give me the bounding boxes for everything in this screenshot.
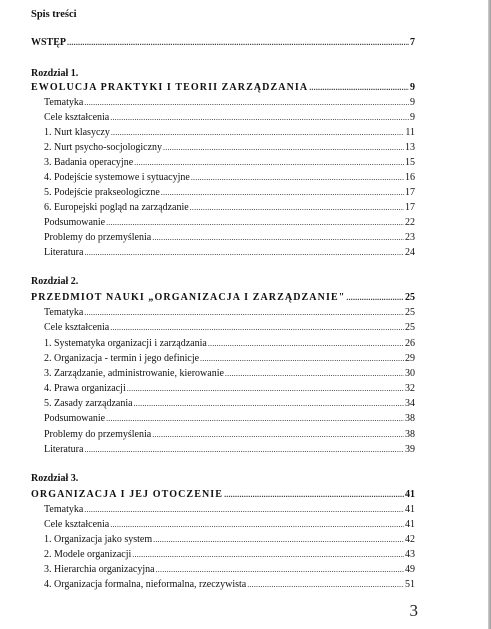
toc-entry-page: 23 bbox=[405, 232, 415, 243]
toc-entry[interactable] bbox=[44, 428, 415, 441]
toc-entry[interactable] bbox=[44, 231, 415, 244]
toc-entry-page: 26 bbox=[405, 338, 415, 349]
toc-entry[interactable] bbox=[44, 96, 415, 109]
dot-leader bbox=[106, 217, 404, 229]
toc-entry[interactable] bbox=[44, 216, 415, 229]
dot-leader bbox=[84, 444, 404, 456]
dot-leader bbox=[84, 307, 404, 319]
toc-entry-page: 16 bbox=[405, 172, 415, 183]
toc-entry-label: Literatura bbox=[44, 444, 84, 455]
dot-leader bbox=[110, 322, 404, 334]
toc-entry[interactable] bbox=[44, 533, 415, 546]
toc-entry-label: 3. Badania operacyjne bbox=[44, 157, 134, 168]
toc-entry[interactable] bbox=[44, 201, 415, 214]
toc-entry[interactable] bbox=[44, 321, 415, 334]
toc-entry-page: 22 bbox=[405, 217, 415, 228]
toc-entry-label: 4. Organizacja formalna, nieformalna, rzeczywista bbox=[44, 579, 247, 590]
dot-leader bbox=[106, 413, 404, 425]
toc-entry-label: 2. Organizacja - termin i jego definicje bbox=[44, 353, 200, 364]
dot-leader bbox=[200, 353, 404, 365]
chapter-title-page: 41 bbox=[405, 489, 415, 500]
dot-leader bbox=[110, 519, 404, 531]
toc-entry[interactable] bbox=[44, 397, 415, 410]
toc-entry-page: 41 bbox=[405, 519, 415, 530]
toc-entry-label: Cele kształcenia bbox=[44, 322, 110, 333]
dot-leader bbox=[163, 142, 404, 154]
toc-entry[interactable] bbox=[44, 412, 415, 425]
dot-leader bbox=[309, 82, 409, 94]
dot-leader bbox=[67, 37, 409, 49]
dot-leader bbox=[224, 489, 404, 501]
toc-entry[interactable] bbox=[44, 337, 415, 350]
toc-entry-page: 29 bbox=[405, 353, 415, 364]
toc-entry-label: 2. Nurt psycho-socjologiczny bbox=[44, 142, 163, 153]
toc-entry-label: Tematyka bbox=[44, 307, 84, 318]
chapter-title-page: 25 bbox=[405, 292, 415, 303]
dot-leader bbox=[84, 97, 409, 109]
toc-entry-page: 13 bbox=[405, 142, 415, 153]
dot-leader bbox=[132, 549, 404, 561]
toc-entry[interactable] bbox=[44, 246, 415, 259]
toc-entry-page: 43 bbox=[405, 549, 415, 560]
dot-leader bbox=[191, 172, 404, 184]
chapter-3-heading: Rozdział 3. bbox=[31, 473, 79, 484]
toc-entry-page: 15 bbox=[405, 157, 415, 168]
toc-entry-page: 17 bbox=[405, 187, 415, 198]
toc-entry[interactable] bbox=[44, 111, 415, 124]
chapter-title-label: ORGANIZACJA I JEJ OTOCZENIE bbox=[31, 489, 224, 500]
toc-entry-page: 25 bbox=[405, 322, 415, 333]
toc-entry-label: 1. Organizacja jako system bbox=[44, 534, 153, 545]
chapter-title-label: EWOLUCJA PRAKTYKI I TEORII ZARZĄDZANIA bbox=[31, 82, 309, 93]
dot-leader bbox=[208, 338, 404, 350]
dot-leader bbox=[346, 292, 404, 304]
chapter-2-heading: Rozdział 2. bbox=[31, 276, 79, 287]
toc-entry-page: 42 bbox=[405, 534, 415, 545]
toc-entry-page: 9 bbox=[410, 112, 415, 123]
toc-entry-label: 1. Nurt klasyczy bbox=[44, 127, 110, 138]
toc-entry[interactable] bbox=[44, 382, 415, 395]
dot-leader bbox=[152, 429, 404, 441]
toc-entry-label: 6. Europejski pogląd na zarządzanie bbox=[44, 202, 189, 213]
dot-leader bbox=[225, 368, 404, 380]
toc-entry-page: 41 bbox=[405, 504, 415, 515]
chapter-2-title[interactable] bbox=[31, 291, 415, 304]
toc-entry[interactable] bbox=[44, 141, 415, 154]
toc-entry[interactable] bbox=[44, 186, 415, 199]
dot-leader bbox=[84, 247, 404, 259]
dot-leader bbox=[247, 579, 404, 591]
chapter-1-title[interactable] bbox=[31, 81, 415, 94]
chapter-3-title[interactable] bbox=[31, 488, 415, 501]
toc-entry[interactable] bbox=[44, 443, 415, 456]
toc-entry-label: 4. Prawa organizacji bbox=[44, 383, 126, 394]
toc-entry[interactable] bbox=[44, 126, 415, 139]
toc-entry-label: Cele kształcenia bbox=[44, 112, 110, 123]
toc-entry[interactable] bbox=[44, 518, 415, 531]
toc-entry-label: 3. Zarządzanie, administrowanie, kierowanie bbox=[44, 368, 224, 379]
toc-entry-label: Podsumowanie bbox=[44, 217, 106, 228]
toc-entry-label: Cele kształcenia bbox=[44, 519, 110, 530]
toc-entry-page: 39 bbox=[405, 444, 415, 455]
toc-entry-page: 24 bbox=[405, 247, 415, 258]
toc-entry-label: 2. Modele organizacji bbox=[44, 549, 132, 560]
toc-entry-page: 11 bbox=[405, 127, 415, 138]
dot-leader bbox=[190, 202, 404, 214]
toc-entry[interactable] bbox=[44, 306, 415, 319]
toc-entry-label: 4. Podejście systemowe i sytuacyjne bbox=[44, 172, 190, 183]
toc-entry-label: 1. Systematyka organizacji i zarządzania bbox=[44, 338, 207, 349]
dot-leader bbox=[161, 187, 404, 199]
dot-leader bbox=[134, 157, 404, 169]
toc-entry-label: Tematyka bbox=[44, 97, 84, 108]
toc-entry-page: 34 bbox=[405, 398, 415, 409]
dot-leader bbox=[153, 534, 404, 546]
chapter-title-page: 9 bbox=[410, 82, 415, 93]
toc-entry-page: 30 bbox=[405, 368, 415, 379]
toc-entry-label: Literatura bbox=[44, 247, 84, 258]
toc-entry-label: 3. Hierarchia organizacyjna bbox=[44, 564, 155, 575]
toc-entry-label: WSTĘP bbox=[31, 37, 67, 48]
toc-entry-page: 49 bbox=[405, 564, 415, 575]
dot-leader bbox=[110, 112, 409, 124]
toc-entry-intro[interactable] bbox=[31, 36, 415, 49]
dot-leader bbox=[84, 504, 404, 516]
toc-heading: Spis treści bbox=[31, 9, 77, 20]
dot-leader bbox=[152, 232, 404, 244]
toc-entry[interactable] bbox=[44, 548, 415, 561]
toc-entry-label: Problemy do przemyślenia bbox=[44, 429, 152, 440]
toc-entry-label: 5. Zasady zarządzania bbox=[44, 398, 133, 409]
dot-leader bbox=[127, 383, 404, 395]
dot-leader bbox=[134, 398, 404, 410]
toc-entry[interactable] bbox=[44, 367, 415, 380]
toc-entry-page: 38 bbox=[405, 429, 415, 440]
toc-entry-label: Problemy do przemyślenia bbox=[44, 232, 152, 243]
toc-entry[interactable] bbox=[44, 156, 415, 169]
dot-leader bbox=[111, 127, 405, 139]
toc-entry-page: 25 bbox=[405, 307, 415, 318]
toc-entry[interactable] bbox=[44, 171, 415, 184]
toc-entry[interactable] bbox=[44, 352, 415, 365]
toc-entry-page: 38 bbox=[405, 413, 415, 424]
toc-entry-label: 5. Podejście prakseologiczne bbox=[44, 187, 160, 198]
toc-entry[interactable] bbox=[44, 503, 415, 516]
toc-entry-page: 51 bbox=[405, 579, 415, 590]
toc-entry[interactable] bbox=[44, 563, 415, 576]
chapter-1-heading: Rozdział 1. bbox=[31, 68, 79, 79]
toc-entry-label: Podsumowanie bbox=[44, 413, 106, 424]
toc-entry-page: 17 bbox=[405, 202, 415, 213]
toc-entry-page: 32 bbox=[405, 383, 415, 394]
chapter-title-label: PRZEDMIOT NAUKI „ORGANIZACJA I ZARZĄDZANIE" bbox=[31, 292, 346, 303]
toc-entry-label: Tematyka bbox=[44, 504, 84, 515]
toc-entry[interactable] bbox=[44, 578, 415, 591]
dot-leader bbox=[156, 564, 404, 576]
toc-entry-page: 7 bbox=[410, 37, 415, 48]
toc-entry-page: 9 bbox=[410, 97, 415, 108]
page-number: 3 bbox=[409, 601, 418, 620]
